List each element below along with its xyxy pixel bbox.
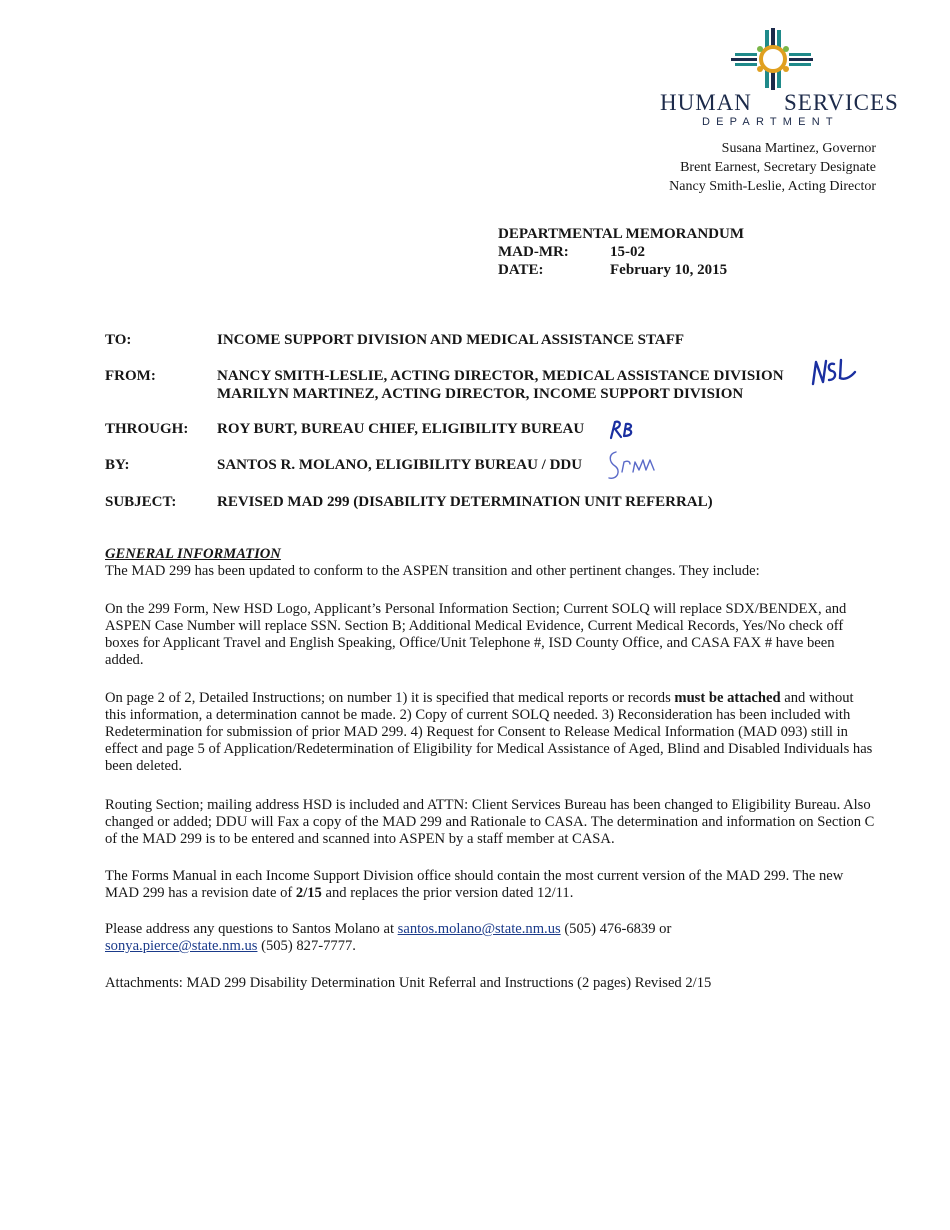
through-label: THROUGH: <box>105 421 189 437</box>
paragraph-2-part-a: On page 2 of 2, Detailed Instructions; on number 1) it is specified that medical reports or records <box>105 690 675 706</box>
attachments-line: Attachments: MAD 299 Disability Determination Unit Referral and Instructions (2 pages) Revised 2/15 <box>105 975 712 991</box>
initials-srm-signature <box>606 448 664 484</box>
memo-number-row <box>498 243 744 261</box>
by-label: BY: <box>105 457 130 473</box>
from-line-2: MARILYN MARTINEZ, ACTING DIRECTOR, INCOME SUPPORT DIVISION <box>217 386 744 402</box>
paragraph-5-part-b: (505) 476-6839 or <box>560 921 672 937</box>
email-link-santos[interactable]: santos.molano@state.nm.us <box>397 921 561 937</box>
initials-rb-signature <box>608 418 638 440</box>
paragraph-4-bold: 2/15 <box>295 885 322 901</box>
paragraph-5-part-a: Please address any questions to Santos Molano at <box>105 921 398 937</box>
by-row <box>105 456 885 474</box>
email-link-sonya[interactable]: sonya.pierce@state.nm.us <box>105 938 258 954</box>
zia-sun-icon <box>731 28 813 90</box>
paragraph-5-part-c: (505) 827-7777. <box>257 938 356 954</box>
subject-row <box>105 493 885 511</box>
memo-number-value: 15-02 <box>610 244 645 260</box>
from-value <box>217 367 885 403</box>
through-value: ROY BURT, BUREAU CHIEF, ELIGIBILITY BUREAU <box>217 421 585 437</box>
from-line-1: NANCY SMITH-LESLIE, ACTING DIRECTOR, MEDICAL ASSISTANCE DIVISION <box>217 368 784 384</box>
paragraph-2 <box>105 690 875 775</box>
paragraph-1: On the 299 Form, New HSD Logo, Applicant’s Personal Information Section; Current SOLQ will replace SDX/BENDEX, and ASPEN Case Number will replace SSN. Section B; Additional Medical Evidence, Current Medical Records, Yes/No check off boxes for Applicant Travel and English Speaking, Office/Unit Telephone #, ISD County Office, and CASA FAX # have been added. <box>105 601 847 668</box>
logo-word-human: HUMAN <box>660 90 752 115</box>
from-label: FROM: <box>105 368 156 384</box>
officials-list <box>669 139 876 196</box>
logo-department: DEPARTMENT <box>702 116 839 128</box>
memo-date-row <box>498 261 744 279</box>
memo-date-value: February 10, 2015 <box>610 262 728 278</box>
paragraph-4 <box>105 868 875 902</box>
paragraph-2-part-b: and without this information, a determination cannot be made. 2) Copy of current SOLQ needed. 3) Reconsideration has been included with Redetermination for submission of prior MAD 299. 4) Request for Consent to Release Medical Information (MAD 093) still in effect and page 5 of Application/Redetermination of Eligibility for Medical Assistance of Aged, Blind and Disabled Individuals has been deleted. <box>105 690 873 774</box>
to-label: TO: <box>105 332 132 348</box>
paragraph-4-part-b: and replaces the prior version dated 12/11. <box>321 885 574 901</box>
section-title: GENERAL INFORMATION <box>105 546 281 562</box>
subject-value: REVISED MAD 299 (DISABILITY DETERMINATION UNIT REFERRAL) <box>217 494 713 510</box>
memo-number-label: MAD-MR: <box>498 244 569 260</box>
through-row <box>105 420 885 438</box>
general-information-section <box>105 546 875 580</box>
intro-paragraph: The MAD 299 has been updated to conform to the ASPEN transition and other pertinent changes. They include: <box>105 563 760 579</box>
from-row <box>105 367 885 403</box>
logo-word-services: SERVICES <box>784 90 899 115</box>
official-governor: Susana Martinez, Governor <box>721 141 876 156</box>
by-value: SANTOS R. MOLANO, ELIGIBILITY BUREAU / DDU <box>217 457 583 473</box>
paragraph-5 <box>105 921 875 955</box>
official-secretary: Brent Earnest, Secretary Designate <box>680 160 876 175</box>
memo-info <box>498 225 744 279</box>
to-row <box>105 331 885 349</box>
memo-date-label: DATE: <box>498 262 544 278</box>
subject-label: SUBJECT: <box>105 494 177 510</box>
paragraph-3: Routing Section; mailing address HSD is included and ATTN: Client Services Bureau has been changed to Eligibility Bureau. Also changed or added; DDU will Fax a copy of the MAD 299 and Rationale to CASA. The determination and information on Section C of the MAD 299 is to be entered and scanned into ASPEN by a staff member at CASA. <box>105 797 875 847</box>
paragraph-2-bold: must be attached <box>674 690 781 706</box>
to-value: INCOME SUPPORT DIVISION AND MEDICAL ASSISTANCE STAFF <box>217 332 685 348</box>
paragraph-4-part-a: The Forms Manual in each Income Support Division office should contain the most current version of the MAD 299. The new MAD 299 has a revision date of <box>105 868 844 901</box>
memo-title: DEPARTMENTAL MEMORANDUM <box>498 226 744 242</box>
initials-nsl-signature <box>810 356 858 388</box>
official-director: Nancy Smith-Leslie, Acting Director <box>669 179 876 194</box>
